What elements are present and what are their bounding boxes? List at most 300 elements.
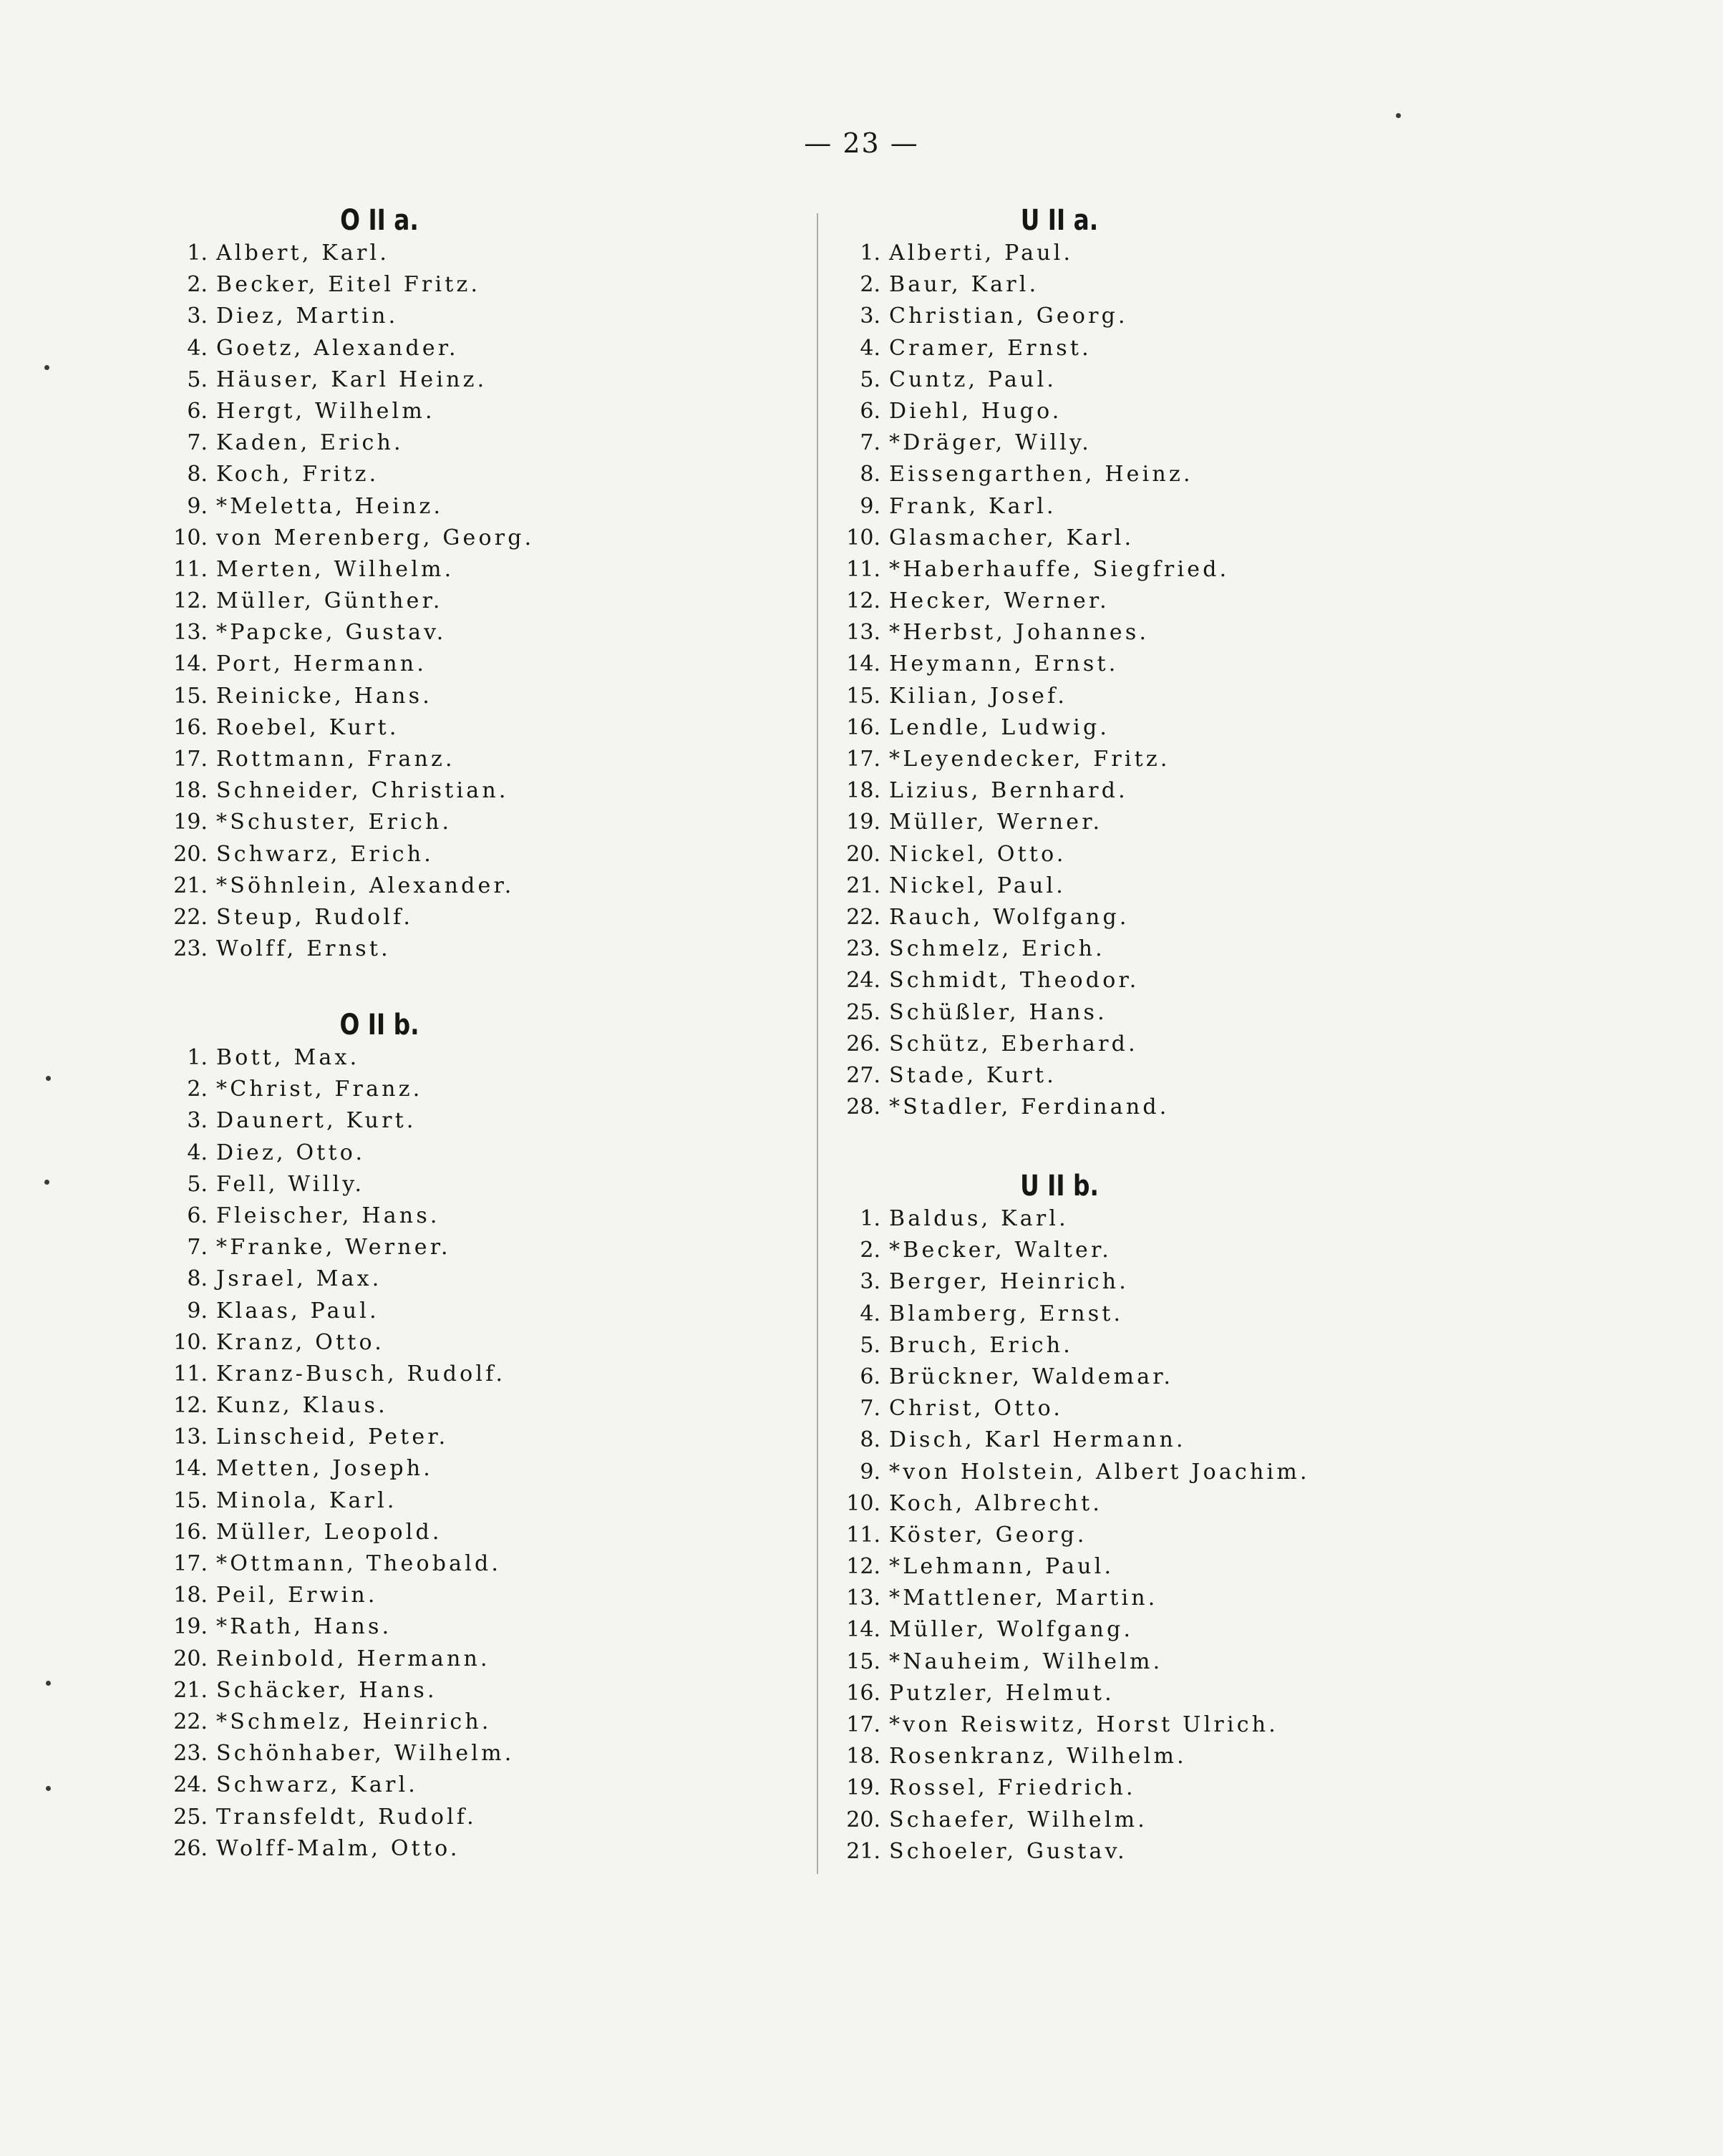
student-name: Köster, Georg. xyxy=(889,1522,1087,1548)
student-row xyxy=(838,1393,1310,1424)
student-name: *Schuster, Erich. xyxy=(216,810,452,835)
student-number: 5. xyxy=(187,366,208,392)
student-name: *Haberhauffe, Siegfried. xyxy=(889,556,1230,582)
student-number: 13. xyxy=(846,620,880,646)
student-number: 22. xyxy=(173,1709,208,1734)
class-heading: U II b. xyxy=(1020,1170,1099,1203)
student-list xyxy=(165,238,534,965)
page-number: — 23 — xyxy=(804,127,919,159)
student-row xyxy=(838,554,1229,586)
student-name: Reinicke, Hans. xyxy=(216,683,432,709)
student-row xyxy=(838,1488,1310,1520)
student-row xyxy=(838,839,1229,870)
student-row xyxy=(838,1836,1310,1868)
student-number: 20. xyxy=(173,1646,208,1671)
student-name: Schneider, Christian. xyxy=(216,778,509,804)
student-name: Jsrael, Max. xyxy=(216,1266,382,1292)
student-name: *Lehmann, Paul. xyxy=(889,1554,1115,1580)
student-row xyxy=(165,364,534,396)
student-row xyxy=(838,775,1229,807)
student-number: 21. xyxy=(173,1677,208,1703)
student-number: 14. xyxy=(846,1617,880,1643)
student-row xyxy=(165,1611,515,1643)
student-name: Schaefer, Wilhelm. xyxy=(889,1807,1148,1832)
student-row xyxy=(838,1060,1229,1092)
student-row xyxy=(165,681,534,712)
student-name: Koch, Fritz. xyxy=(216,462,379,487)
student-number: 18. xyxy=(173,778,208,804)
student-number: 12. xyxy=(173,1393,208,1419)
student-number: 10. xyxy=(846,1490,880,1516)
student-number: 13. xyxy=(173,1424,208,1450)
student-row xyxy=(838,744,1229,775)
student-row xyxy=(838,1646,1310,1678)
student-name: Brückner, Waldemar. xyxy=(889,1364,1174,1389)
student-number: 4. xyxy=(187,1140,208,1165)
student-row xyxy=(838,427,1229,459)
student-row xyxy=(838,681,1229,712)
student-row xyxy=(165,396,534,427)
student-name: Müller, Leopold. xyxy=(216,1519,442,1545)
student-number: 27. xyxy=(846,1062,880,1088)
student-row xyxy=(838,1330,1310,1361)
student-number: 17. xyxy=(846,747,880,772)
student-row xyxy=(165,902,534,933)
student-number: 1. xyxy=(187,241,208,266)
student-number: 8. xyxy=(860,1427,880,1453)
student-number: 4. xyxy=(187,335,208,361)
student-name: Becker, Eitel Fritz. xyxy=(216,272,481,298)
student-number: 11. xyxy=(173,1361,208,1387)
student-row xyxy=(165,1643,515,1675)
student-name: Cuntz, Paul. xyxy=(889,366,1057,392)
student-row xyxy=(165,933,534,965)
student-number: 12. xyxy=(846,588,880,614)
student-number: 3. xyxy=(187,304,208,329)
student-number: 10. xyxy=(173,1329,208,1355)
student-name: Roebel, Kurt. xyxy=(216,714,399,740)
student-name: *Stadler, Ferdinand. xyxy=(889,1094,1170,1120)
student-number: 19. xyxy=(846,1775,880,1801)
student-row xyxy=(165,649,534,680)
scan-speck xyxy=(46,1076,51,1081)
student-row xyxy=(838,269,1229,301)
student-number: 7. xyxy=(187,430,208,456)
student-name: Hecker, Werner. xyxy=(889,588,1110,614)
student-number: 20. xyxy=(846,1807,880,1832)
student-row xyxy=(838,1772,1310,1804)
student-name: Schwarz, Karl. xyxy=(216,1772,419,1798)
student-number: 3. xyxy=(860,1269,880,1295)
student-row xyxy=(165,839,534,870)
student-number: 8. xyxy=(187,1266,208,1292)
student-row xyxy=(165,459,534,490)
student-number: 19. xyxy=(173,1614,208,1640)
student-name: Rottmann, Franz. xyxy=(216,747,455,772)
student-row xyxy=(165,1074,515,1105)
student-name: Müller, Werner. xyxy=(889,810,1103,835)
student-name: Wolff-Malm, Otto. xyxy=(216,1835,460,1861)
student-row xyxy=(838,364,1229,396)
student-name: Schüßler, Hans. xyxy=(889,999,1107,1025)
student-row xyxy=(165,744,534,775)
student-row xyxy=(838,586,1229,617)
student-row xyxy=(165,1390,515,1422)
student-row xyxy=(165,1359,515,1390)
student-number: 12. xyxy=(846,1554,880,1580)
student-row xyxy=(165,1453,515,1485)
student-row xyxy=(838,238,1229,269)
student-number: 15. xyxy=(846,683,880,709)
student-number: 19. xyxy=(846,810,880,835)
student-row xyxy=(838,1678,1310,1709)
student-row xyxy=(165,333,534,364)
student-row xyxy=(165,301,534,332)
student-name: *Ottmann, Theobald. xyxy=(216,1551,502,1576)
student-row xyxy=(838,1298,1310,1330)
student-row xyxy=(165,807,534,838)
student-number: 1. xyxy=(860,241,880,266)
student-row xyxy=(165,1042,515,1074)
student-row xyxy=(838,1805,1310,1836)
student-name: *Christ, Franz. xyxy=(216,1077,423,1102)
student-name: Müller, Günther. xyxy=(216,588,443,614)
student-number: 14. xyxy=(173,651,208,677)
scan-speck xyxy=(46,1786,51,1791)
student-name: Blamberg, Ernst. xyxy=(889,1301,1124,1326)
student-name: Baur, Karl. xyxy=(889,272,1039,298)
student-row xyxy=(165,1232,515,1263)
student-row xyxy=(838,1583,1310,1614)
student-name: Schäcker, Hans. xyxy=(216,1677,437,1703)
scan-speck xyxy=(44,1180,49,1185)
student-number: 16. xyxy=(173,714,208,740)
student-name: Müller, Wolfgang. xyxy=(889,1617,1134,1643)
student-name: Wolff, Ernst. xyxy=(216,936,391,962)
scan-speck xyxy=(1396,113,1401,118)
student-number: 11. xyxy=(173,556,208,582)
class-heading: O II b. xyxy=(339,1009,419,1041)
student-row xyxy=(165,491,534,523)
student-name: Rossel, Friedrich. xyxy=(889,1775,1136,1801)
student-row xyxy=(165,775,534,807)
student-row xyxy=(165,1548,515,1580)
student-name: Klaas, Paul. xyxy=(216,1298,379,1324)
student-name: Bruch, Erich. xyxy=(889,1332,1073,1358)
student-row xyxy=(165,870,534,902)
student-row xyxy=(165,1200,515,1232)
student-row xyxy=(838,1029,1229,1060)
student-row xyxy=(165,1169,515,1200)
student-row xyxy=(165,1738,515,1769)
student-row xyxy=(165,427,534,459)
student-name: Hergt, Wilhelm. xyxy=(216,398,435,424)
student-number: 15. xyxy=(173,683,208,709)
student-number: 22. xyxy=(173,904,208,930)
student-name: Cramer, Ernst. xyxy=(889,335,1092,361)
student-row xyxy=(838,1709,1310,1741)
student-number: 6. xyxy=(860,398,880,424)
student-row xyxy=(838,1457,1310,1488)
student-number: 3. xyxy=(860,304,880,329)
student-row xyxy=(165,1296,515,1327)
column-divider xyxy=(817,213,818,1874)
student-number: 18. xyxy=(173,1583,208,1608)
student-name: Baldus, Karl. xyxy=(889,1206,1069,1231)
student-row xyxy=(165,1517,515,1548)
student-row xyxy=(165,1105,515,1137)
student-name: Nickel, Paul. xyxy=(889,873,1067,898)
student-name: Christian, Georg. xyxy=(889,304,1128,329)
student-number: 2. xyxy=(187,272,208,298)
student-row xyxy=(838,333,1229,364)
student-name: Schoeler, Gustav. xyxy=(889,1838,1127,1864)
student-row xyxy=(165,554,534,586)
student-number: 2. xyxy=(860,272,880,298)
student-row xyxy=(165,523,534,554)
student-number: 17. xyxy=(173,1551,208,1576)
student-name: Kranz-Busch, Rudolf. xyxy=(216,1361,506,1387)
student-name: Lendle, Ludwig. xyxy=(889,714,1110,740)
student-number: 9. xyxy=(860,493,880,519)
student-name: Peil, Erwin. xyxy=(216,1583,378,1608)
student-name: *Herbst, Johannes. xyxy=(889,620,1150,646)
student-name: Daunert, Kurt. xyxy=(216,1108,417,1134)
student-number: 10. xyxy=(846,525,880,550)
student-row xyxy=(838,523,1229,554)
student-number: 5. xyxy=(860,1332,880,1358)
student-number: 15. xyxy=(846,1648,880,1674)
student-name: Glasmacher, Karl. xyxy=(889,525,1135,550)
student-row xyxy=(165,1422,515,1453)
student-name: Port, Hermann. xyxy=(216,651,427,677)
student-row xyxy=(165,1580,515,1611)
student-number: 28. xyxy=(846,1094,880,1120)
student-name: Schönhaber, Wilhelm. xyxy=(216,1741,515,1767)
student-row xyxy=(165,712,534,744)
student-name: Schmelz, Erich. xyxy=(889,936,1105,962)
student-row xyxy=(838,491,1229,523)
student-name: Diehl, Hugo. xyxy=(889,398,1062,424)
student-name: Heymann, Ernst. xyxy=(889,651,1119,677)
student-number: 14. xyxy=(846,651,880,677)
student-number: 20. xyxy=(173,841,208,867)
student-number: 21. xyxy=(173,873,208,898)
student-number: 6. xyxy=(187,1203,208,1228)
student-row xyxy=(838,965,1229,996)
student-number: 17. xyxy=(173,747,208,772)
student-name: Putzler, Helmut. xyxy=(889,1680,1115,1706)
student-row xyxy=(838,933,1229,965)
student-row xyxy=(165,1327,515,1359)
student-row xyxy=(838,1551,1310,1583)
student-number: 25. xyxy=(846,999,880,1025)
student-number: 11. xyxy=(846,1522,880,1548)
student-row xyxy=(838,1741,1310,1772)
student-number: 23. xyxy=(173,1741,208,1767)
student-name: Fell, Willy. xyxy=(216,1171,365,1197)
student-number: 11. xyxy=(846,556,880,582)
student-row xyxy=(838,1614,1310,1646)
student-name: Berger, Heinrich. xyxy=(889,1269,1130,1295)
student-name: *Schmelz, Heinrich. xyxy=(216,1709,492,1734)
student-row xyxy=(838,1203,1310,1235)
student-row xyxy=(165,586,534,617)
student-number: 2. xyxy=(860,1238,880,1263)
student-name: Disch, Karl Hermann. xyxy=(889,1427,1186,1453)
student-number: 15. xyxy=(173,1487,208,1513)
student-name: Kaden, Erich. xyxy=(216,430,404,456)
student-name: Eissengarthen, Heinz. xyxy=(889,462,1193,487)
student-row xyxy=(165,1675,515,1706)
student-name: Alberti, Paul. xyxy=(889,241,1074,266)
student-number: 1. xyxy=(187,1045,208,1070)
student-name: *Franke, Werner. xyxy=(216,1235,451,1261)
student-number: 20. xyxy=(846,841,880,867)
student-name: *Leyendecker, Fritz. xyxy=(889,747,1170,772)
student-name: *von Reiswitz, Horst Ulrich. xyxy=(889,1712,1279,1737)
student-row xyxy=(838,870,1229,902)
student-row xyxy=(165,617,534,649)
student-name: Schwarz, Erich. xyxy=(216,841,434,867)
student-row xyxy=(165,269,534,301)
student-row xyxy=(838,997,1229,1029)
student-name: *Dräger, Willy. xyxy=(889,430,1092,456)
student-row xyxy=(165,1833,515,1865)
student-name: Goetz, Alexander. xyxy=(216,335,459,361)
student-row xyxy=(165,238,534,269)
student-name: *Nauheim, Wilhelm. xyxy=(889,1648,1163,1674)
student-name: Reinbold, Hermann. xyxy=(216,1646,490,1671)
scan-speck xyxy=(46,1681,51,1686)
student-name: Albert, Karl. xyxy=(216,241,390,266)
student-name: Schmidt, Theodor. xyxy=(889,968,1140,994)
student-number: 23. xyxy=(173,936,208,962)
student-number: 7. xyxy=(860,430,880,456)
student-name: *Papcke, Gustav. xyxy=(216,620,447,646)
scan-speck xyxy=(44,365,49,370)
student-number: 17. xyxy=(846,1712,880,1737)
class-heading: O II a. xyxy=(340,204,419,237)
student-row xyxy=(838,1520,1310,1551)
student-number: 5. xyxy=(860,366,880,392)
student-number: 21. xyxy=(846,1838,880,1864)
student-row xyxy=(838,902,1229,933)
student-name: *von Holstein, Albert Joachim. xyxy=(889,1459,1310,1485)
student-number: 13. xyxy=(846,1586,880,1611)
student-row xyxy=(838,1235,1310,1266)
student-row xyxy=(165,1769,515,1801)
student-number: 25. xyxy=(173,1804,208,1830)
student-number: 8. xyxy=(187,462,208,487)
student-row xyxy=(838,649,1229,680)
student-number: 24. xyxy=(846,968,880,994)
student-number: 18. xyxy=(846,1744,880,1769)
student-row xyxy=(165,1137,515,1169)
student-name: *Söhnlein, Alexander. xyxy=(216,873,515,898)
student-name: Kranz, Otto. xyxy=(216,1329,385,1355)
student-number: 9. xyxy=(860,1459,880,1485)
student-name: Metten, Joseph. xyxy=(216,1456,434,1482)
student-number: 22. xyxy=(846,904,880,930)
student-row xyxy=(838,712,1229,744)
student-row xyxy=(838,1266,1310,1298)
student-name: Bott, Max. xyxy=(216,1045,360,1070)
student-number: 24. xyxy=(173,1772,208,1798)
student-number: 21. xyxy=(846,873,880,898)
student-number: 7. xyxy=(187,1235,208,1261)
student-row xyxy=(838,1424,1310,1456)
student-number: 16. xyxy=(846,714,880,740)
student-name: Kunz, Klaus. xyxy=(216,1393,388,1419)
student-number: 9. xyxy=(187,493,208,519)
student-list xyxy=(838,1203,1310,1868)
student-number: 5. xyxy=(187,1171,208,1197)
student-row xyxy=(838,1361,1310,1393)
student-number: 16. xyxy=(846,1680,880,1706)
student-row xyxy=(838,396,1229,427)
student-name: Stade, Kurt. xyxy=(889,1062,1057,1088)
student-list xyxy=(165,1042,515,1865)
student-number: 16. xyxy=(173,1519,208,1545)
student-number: 1. xyxy=(860,1206,880,1231)
student-name: Frank, Karl. xyxy=(889,493,1057,519)
student-row xyxy=(165,1706,515,1738)
student-name: von Merenberg, Georg. xyxy=(216,525,535,550)
student-name: Minola, Karl. xyxy=(216,1487,397,1513)
student-number: 4. xyxy=(860,335,880,361)
student-row xyxy=(838,459,1229,490)
student-row xyxy=(838,807,1229,838)
student-name: *Meletta, Heinz. xyxy=(216,493,444,519)
student-name: Lizius, Bernhard. xyxy=(889,778,1128,804)
student-number: 23. xyxy=(846,936,880,962)
student-row xyxy=(838,301,1229,332)
student-name: Fleischer, Hans. xyxy=(216,1203,440,1228)
student-row xyxy=(165,1485,515,1517)
student-name: Transfeldt, Rudolf. xyxy=(216,1804,477,1830)
class-heading: U II a. xyxy=(1020,204,1099,237)
student-number: 14. xyxy=(173,1456,208,1482)
student-name: Häuser, Karl Heinz. xyxy=(216,366,487,392)
student-name: Merten, Wilhelm. xyxy=(216,556,455,582)
student-number: 18. xyxy=(846,778,880,804)
student-number: 12. xyxy=(173,588,208,614)
student-number: 26. xyxy=(846,1031,880,1057)
student-name: Rosenkranz, Wilhelm. xyxy=(889,1744,1187,1769)
student-name: Linscheid, Peter. xyxy=(216,1424,449,1450)
student-name: Diez, Otto. xyxy=(216,1140,366,1165)
student-name: Diez, Martin. xyxy=(216,304,399,329)
student-number: 10. xyxy=(173,525,208,550)
student-number: 2. xyxy=(187,1077,208,1102)
student-number: 9. xyxy=(187,1298,208,1324)
student-row xyxy=(838,617,1229,649)
student-number: 7. xyxy=(860,1396,880,1422)
student-name: *Rath, Hans. xyxy=(216,1614,392,1640)
student-number: 6. xyxy=(860,1364,880,1389)
student-number: 4. xyxy=(860,1301,880,1326)
student-number: 13. xyxy=(173,620,208,646)
student-number: 8. xyxy=(860,462,880,487)
student-name: Christ, Otto. xyxy=(889,1396,1064,1422)
student-row xyxy=(838,1092,1229,1123)
student-number: 26. xyxy=(173,1835,208,1861)
student-name: Schütz, Eberhard. xyxy=(889,1031,1138,1057)
student-name: *Becker, Walter. xyxy=(889,1238,1112,1263)
student-name: Steup, Rudolf. xyxy=(216,904,414,930)
student-list xyxy=(838,238,1229,1123)
